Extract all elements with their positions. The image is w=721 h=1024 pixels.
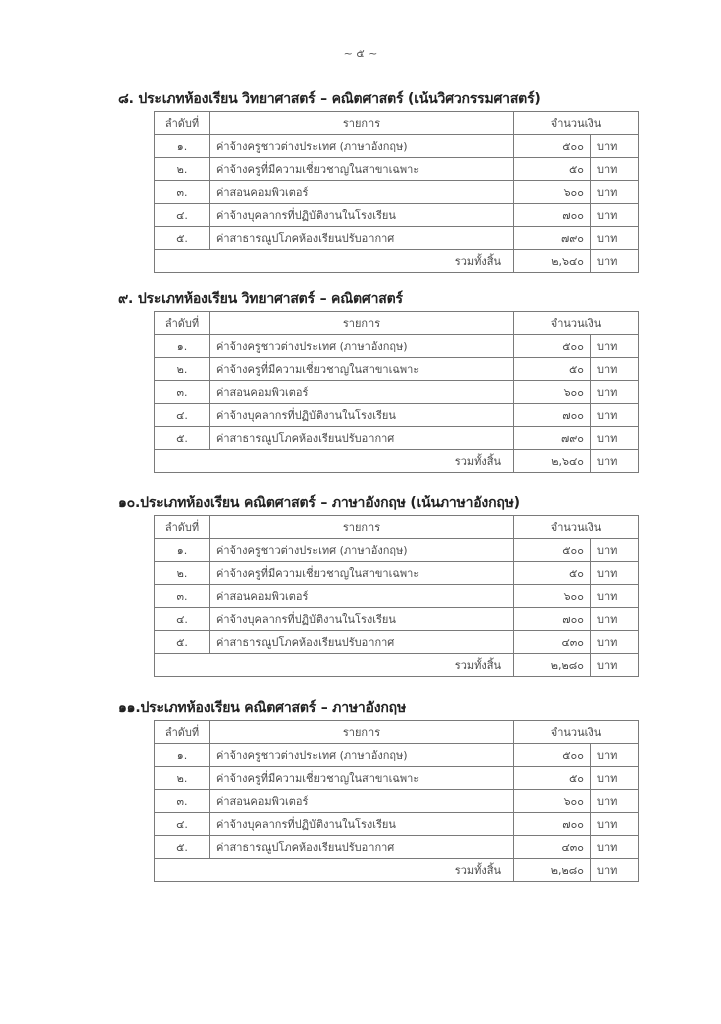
table-row bbox=[155, 585, 639, 608]
row-amount: ๕๐ bbox=[514, 767, 591, 790]
table-row bbox=[155, 335, 639, 358]
row-amount: ๗๐๐ bbox=[514, 404, 591, 427]
table-row bbox=[155, 562, 639, 585]
table-row bbox=[155, 767, 639, 790]
total-amount: ๒,๒๘๐ bbox=[514, 654, 591, 677]
table-row bbox=[155, 790, 639, 813]
total-label: รวมทั้งสิ้น bbox=[155, 859, 514, 882]
header-no: ลำดับที่ bbox=[155, 312, 210, 335]
row-unit: บาท bbox=[591, 631, 639, 654]
total-row bbox=[155, 859, 639, 882]
table-row bbox=[155, 181, 639, 204]
row-amount: ๗๙๐ bbox=[514, 427, 591, 450]
row-item: ค่าสอนคอมพิวเตอร์ bbox=[210, 181, 514, 204]
row-item: ค่าสาธารณูปโภคห้องเรียนปรับอากาศ bbox=[210, 227, 514, 250]
row-no: ๔. bbox=[155, 813, 210, 836]
row-unit: บาท bbox=[591, 790, 639, 813]
row-no: ๕. bbox=[155, 227, 210, 250]
total-row bbox=[155, 654, 639, 677]
section-title: ๘. ประเภทห้องเรียน วิทยาศาสตร์ – คณิตศาสตร์ (เน้นวิศวกรรมศาสตร์) bbox=[118, 91, 541, 107]
section-8 bbox=[118, 89, 648, 268]
row-no: ๒. bbox=[155, 562, 210, 585]
row-item: ค่าสาธารณูปโภคห้องเรียนปรับอากาศ bbox=[210, 631, 514, 654]
total-row bbox=[155, 250, 639, 273]
row-item: ค่าจ้างครูชาวต่างประเทศ (ภาษาอังกฤษ) bbox=[210, 744, 514, 767]
header-no: ลำดับที่ bbox=[155, 516, 210, 539]
row-amount: ๔๓๐ bbox=[514, 836, 591, 859]
table-header-row bbox=[155, 312, 639, 335]
row-no: ๑. bbox=[155, 135, 210, 158]
row-no: ๓. bbox=[155, 181, 210, 204]
row-unit: บาท bbox=[591, 135, 639, 158]
row-amount: ๕๐ bbox=[514, 158, 591, 181]
row-no: ๓. bbox=[155, 790, 210, 813]
table-row bbox=[155, 227, 639, 250]
row-amount: ๕๐ bbox=[514, 358, 591, 381]
table-row bbox=[155, 836, 639, 859]
header-amount: จำนวนเงิน bbox=[514, 112, 639, 135]
row-unit: บาท bbox=[591, 813, 639, 836]
header-item: รายการ bbox=[210, 721, 514, 744]
header-amount: จำนวนเงิน bbox=[514, 312, 639, 335]
header-no: ลำดับที่ bbox=[155, 721, 210, 744]
total-amount: ๒,๖๔๐ bbox=[514, 450, 591, 473]
row-item: ค่าจ้างครูที่มีความเชี่ยวชาญในสาขาเฉพาะ bbox=[210, 767, 514, 790]
row-amount: ๕๐๐ bbox=[514, 539, 591, 562]
row-no: ๓. bbox=[155, 585, 210, 608]
row-item: ค่าจ้างครูชาวต่างประเทศ (ภาษาอังกฤษ) bbox=[210, 539, 514, 562]
row-item: ค่าจ้างครูชาวต่างประเทศ (ภาษาอังกฤษ) bbox=[210, 135, 514, 158]
header-item: รายการ bbox=[210, 112, 514, 135]
row-no: ๑. bbox=[155, 335, 210, 358]
row-amount: ๖๐๐ bbox=[514, 181, 591, 204]
row-item: ค่าจ้างครูที่มีความเชี่ยวชาญในสาขาเฉพาะ bbox=[210, 562, 514, 585]
total-label: รวมทั้งสิ้น bbox=[155, 654, 514, 677]
row-unit: บาท bbox=[591, 608, 639, 631]
table-row bbox=[155, 158, 639, 181]
table-row bbox=[155, 404, 639, 427]
row-amount: ๗๐๐ bbox=[514, 204, 591, 227]
row-unit: บาท bbox=[591, 562, 639, 585]
table-row bbox=[155, 135, 639, 158]
table-row bbox=[155, 539, 639, 562]
row-no: ๕. bbox=[155, 836, 210, 859]
row-amount: ๕๐๐ bbox=[514, 744, 591, 767]
row-item: ค่าจ้างบุคลากรที่ปฏิบัติงานในโรงเรียน bbox=[210, 813, 514, 836]
row-item: ค่าจ้างครูที่มีความเชี่ยวชาญในสาขาเฉพาะ bbox=[210, 158, 514, 181]
row-no: ๔. bbox=[155, 608, 210, 631]
row-amount: ๕๐๐ bbox=[514, 335, 591, 358]
total-unit: บาท bbox=[591, 450, 639, 473]
row-no: ๕. bbox=[155, 631, 210, 654]
total-label: รวมทั้งสิ้น bbox=[155, 250, 514, 273]
table-row bbox=[155, 204, 639, 227]
total-unit: บาท bbox=[591, 654, 639, 677]
row-item: ค่าจ้างครูที่มีความเชี่ยวชาญในสาขาเฉพาะ bbox=[210, 358, 514, 381]
row-no: ๑. bbox=[155, 744, 210, 767]
row-unit: บาท bbox=[591, 767, 639, 790]
total-amount: ๒,๖๔๐ bbox=[514, 250, 591, 273]
total-unit: บาท bbox=[591, 859, 639, 882]
table-row bbox=[155, 427, 639, 450]
row-item: ค่าจ้างบุคลากรที่ปฏิบัติงานในโรงเรียน bbox=[210, 608, 514, 631]
row-item: ค่าจ้างครูชาวต่างประเทศ (ภาษาอังกฤษ) bbox=[210, 335, 514, 358]
row-item: ค่าสอนคอมพิวเตอร์ bbox=[210, 585, 514, 608]
section-title: ๑๑.ประเภทห้องเรียน คณิตศาสตร์ – ภาษาอังกฤษ bbox=[118, 700, 406, 716]
row-unit: บาท bbox=[591, 404, 639, 427]
row-amount: ๖๐๐ bbox=[514, 790, 591, 813]
total-label: รวมทั้งสิ้น bbox=[155, 450, 514, 473]
total-row bbox=[155, 450, 639, 473]
table-header-row bbox=[155, 112, 639, 135]
row-unit: บาท bbox=[591, 427, 639, 450]
section-title: ๑๐.ประเภทห้องเรียน คณิตศาสตร์ – ภาษาอังกฤษ (เน้นภาษาอังกฤษ) bbox=[118, 495, 520, 511]
row-no: ๒. bbox=[155, 358, 210, 381]
row-amount: ๕๐๐ bbox=[514, 135, 591, 158]
section-9 bbox=[118, 289, 648, 468]
row-no: ๕. bbox=[155, 427, 210, 450]
budget-table bbox=[154, 720, 639, 882]
row-item: ค่าสอนคอมพิวเตอร์ bbox=[210, 381, 514, 404]
row-unit: บาท bbox=[591, 335, 639, 358]
header-amount: จำนวนเงิน bbox=[514, 721, 639, 744]
row-amount: ๗๐๐ bbox=[514, 813, 591, 836]
row-unit: บาท bbox=[591, 181, 639, 204]
row-unit: บาท bbox=[591, 381, 639, 404]
row-item: ค่าจ้างบุคลากรที่ปฏิบัติงานในโรงเรียน bbox=[210, 204, 514, 227]
table-row bbox=[155, 631, 639, 654]
row-item: ค่าสอนคอมพิวเตอร์ bbox=[210, 790, 514, 813]
table-header-row bbox=[155, 721, 639, 744]
row-item: ค่าสาธารณูปโภคห้องเรียนปรับอากาศ bbox=[210, 836, 514, 859]
row-unit: บาท bbox=[591, 204, 639, 227]
total-unit: บาท bbox=[591, 250, 639, 273]
row-unit: บาท bbox=[591, 158, 639, 181]
row-item: ค่าจ้างบุคลากรที่ปฏิบัติงานในโรงเรียน bbox=[210, 404, 514, 427]
budget-table bbox=[154, 515, 639, 677]
header-no: ลำดับที่ bbox=[155, 112, 210, 135]
row-no: ๔. bbox=[155, 404, 210, 427]
row-no: ๔. bbox=[155, 204, 210, 227]
table-row bbox=[155, 608, 639, 631]
section-10 bbox=[118, 493, 648, 672]
row-unit: บาท bbox=[591, 585, 639, 608]
row-no: ๓. bbox=[155, 381, 210, 404]
table-row bbox=[155, 744, 639, 767]
page-number: ~ ๕ ~ bbox=[343, 47, 378, 60]
row-unit: บาท bbox=[591, 227, 639, 250]
section-11 bbox=[118, 698, 648, 877]
row-unit: บาท bbox=[591, 836, 639, 859]
row-amount: ๗๐๐ bbox=[514, 608, 591, 631]
table-row bbox=[155, 381, 639, 404]
row-amount: ๖๐๐ bbox=[514, 585, 591, 608]
section-title: ๙. ประเภทห้องเรียน วิทยาศาสตร์ – คณิตศาสตร์ bbox=[118, 291, 403, 307]
budget-table bbox=[154, 111, 639, 273]
total-amount: ๒,๒๘๐ bbox=[514, 859, 591, 882]
row-amount: ๗๙๐ bbox=[514, 227, 591, 250]
row-amount: ๔๓๐ bbox=[514, 631, 591, 654]
header-item: รายการ bbox=[210, 516, 514, 539]
header-item: รายการ bbox=[210, 312, 514, 335]
table-row bbox=[155, 813, 639, 836]
header-amount: จำนวนเงิน bbox=[514, 516, 639, 539]
row-no: ๑. bbox=[155, 539, 210, 562]
table-row bbox=[155, 358, 639, 381]
row-unit: บาท bbox=[591, 744, 639, 767]
budget-table bbox=[154, 311, 639, 473]
table-header-row bbox=[155, 516, 639, 539]
row-amount: ๖๐๐ bbox=[514, 381, 591, 404]
row-item: ค่าสาธารณูปโภคห้องเรียนปรับอากาศ bbox=[210, 427, 514, 450]
row-no: ๒. bbox=[155, 158, 210, 181]
row-unit: บาท bbox=[591, 539, 639, 562]
row-no: ๒. bbox=[155, 767, 210, 790]
row-amount: ๕๐ bbox=[514, 562, 591, 585]
row-unit: บาท bbox=[591, 358, 639, 381]
